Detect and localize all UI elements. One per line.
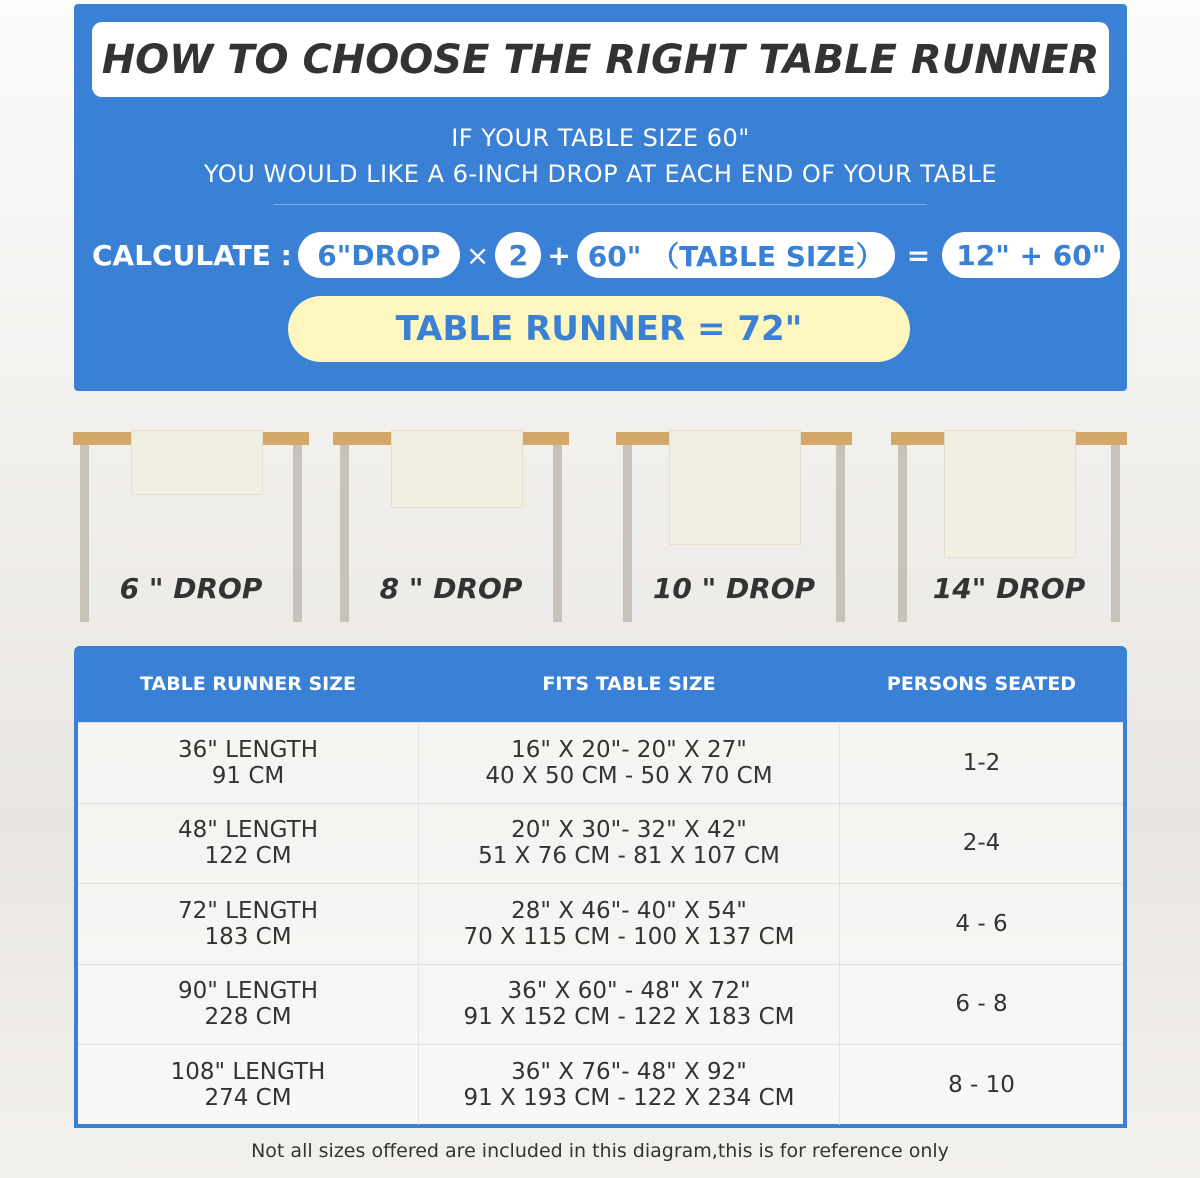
persons-seated: 6 - 8 <box>955 991 1008 1018</box>
result-pill: TABLE RUNNER = 72" <box>288 296 910 362</box>
persons-seated: 8 - 10 <box>948 1071 1015 1098</box>
runner-length: 36" LENGTH <box>177 736 319 763</box>
runner-length: 72" LENGTH <box>177 897 319 924</box>
table-header <box>78 646 1123 722</box>
fit-cm: 51 X 76 CM - 81 X 107 CM <box>478 843 780 870</box>
calculate-label: CALCULATE : <box>92 238 292 272</box>
drop-label: 10 " DROP <box>652 572 816 605</box>
table-row <box>78 964 1123 1045</box>
header-fits-table: FITS TABLE SIZE <box>542 673 716 695</box>
drop-illustration <box>616 432 852 622</box>
size-table <box>74 646 1127 1128</box>
footnote: Not all sizes offered are included in this diagram,this is for reference only <box>251 1140 949 1162</box>
fit-inches: 20" X 30"- 32" X 42" <box>511 817 747 844</box>
drop-label: 14" DROP <box>932 572 1086 605</box>
example-line-2: YOU WOULD LIKE A 6-INCH DROP AT EACH END OF YOUR TABLE <box>204 160 997 188</box>
drop-label: 6 " DROP <box>119 572 263 605</box>
runner-length: 90" LENGTH <box>177 978 319 1005</box>
fit-inches: 28" X 46"- 40" X 54" <box>511 897 747 924</box>
fit-cm: 91 X 152 CM - 122 X 183 CM <box>463 1004 795 1031</box>
plus-sign: + <box>547 238 571 272</box>
runner-length-cm: 183 CM <box>204 923 292 950</box>
persons-seated: 2-4 <box>962 830 1001 857</box>
drop-label: 8 " DROP <box>379 572 523 605</box>
runner-drop <box>669 430 801 545</box>
runner-length-cm: 228 CM <box>204 1004 292 1031</box>
table-row <box>78 883 1123 964</box>
runner-drop <box>131 430 263 495</box>
fit-inches: 36" X 60" - 48" X 72" <box>507 978 751 1005</box>
table-size-pill: 60" （TABLE SIZE） <box>577 232 895 278</box>
equals-sign: = <box>906 238 931 272</box>
runner-length-cm: 274 CM <box>204 1084 292 1111</box>
calculation-formula <box>92 232 1120 278</box>
drop-illustration <box>73 432 309 622</box>
fit-inches: 36" X 76"- 48" X 92" <box>511 1058 747 1085</box>
drop-illustration <box>333 432 569 622</box>
runner-length-cm: 91 CM <box>211 762 285 789</box>
persons-seated: 1-2 <box>962 749 1001 776</box>
page-title: HOW TO CHOOSE THE RIGHT TABLE RUNNER <box>92 22 1109 97</box>
runner-length: 108" LENGTH <box>170 1058 326 1085</box>
table-row <box>78 1044 1123 1125</box>
factor-pill: 2 <box>495 232 541 278</box>
fit-cm: 70 X 115 CM - 100 X 137 CM <box>463 923 795 950</box>
times-sign: × <box>465 238 490 272</box>
fit-inches: 16" X 20"- 20" X 27" <box>511 736 747 763</box>
runner-drop <box>391 430 523 508</box>
runner-length: 48" LENGTH <box>177 817 319 844</box>
table-row <box>78 803 1123 884</box>
table-row <box>78 722 1123 803</box>
header-persons: PERSONS SEATED <box>886 673 1077 695</box>
sum-pill: 12" + 60" <box>942 232 1120 278</box>
drop-pill: 6"DROP <box>298 232 460 278</box>
fit-cm: 40 X 50 CM - 50 X 70 CM <box>485 762 773 789</box>
divider <box>274 204 927 205</box>
drop-illustration <box>891 432 1127 622</box>
runner-length-cm: 122 CM <box>204 843 292 870</box>
runner-drop <box>944 430 1076 558</box>
persons-seated: 4 - 6 <box>955 910 1008 937</box>
header-runner-size: TABLE RUNNER SIZE <box>140 673 356 695</box>
calculation-panel <box>74 4 1127 391</box>
example-line-1: IF YOUR TABLE SIZE 60" <box>451 124 750 152</box>
fit-cm: 91 X 193 CM - 122 X 234 CM <box>463 1084 795 1111</box>
